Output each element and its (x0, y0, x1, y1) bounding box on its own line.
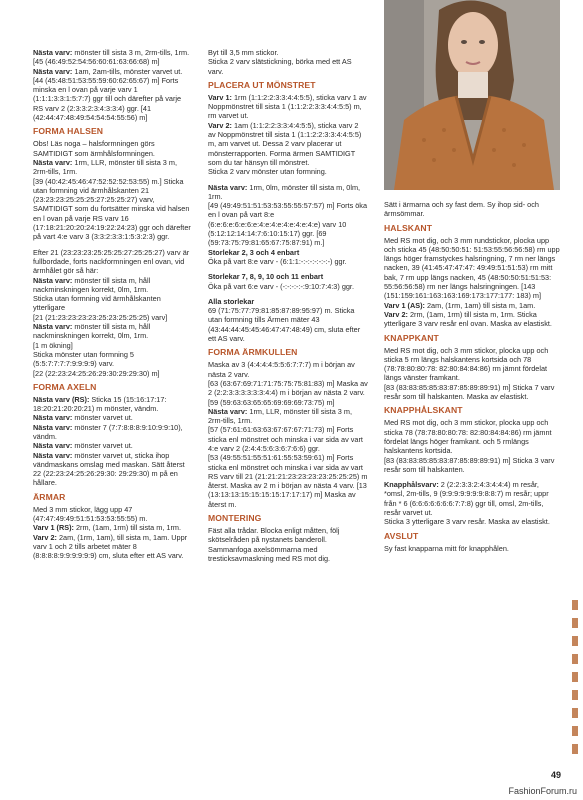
subheading: Storlekar 2, 3 och 4 enbart (208, 247, 300, 257)
instruction-text: Sticka 15 (15:16:17:17: 18:20:21:20:20:21) m mönster, vändm. (33, 394, 167, 414)
instruction-paragraph (384, 418, 560, 455)
instruction-text: Maska av 3 (4:4:4:4:5:5:6:7:7:7) m i början av nästa 2 varv. (208, 360, 355, 379)
subheading: Storlekar 7, 8, 9, 10 och 11 enbart (208, 272, 324, 282)
instruction-label: Nästa varv: (33, 441, 73, 451)
instruction-text: 69 (71:75:77:79:81:85:87:89:95:97) m. Sticka utan formning tills Ärmen mäter 43 (43:44:44:45:45:46:47:47:48:49) cm, sluta efter ett AS varv. (208, 306, 361, 344)
model-photo-image (384, 0, 560, 190)
instruction-text: 1am (1:1:2:2:3:3:4:4:5:5), sticka varv 2 av Noppmönstret till sista 1 (1:1:2:2:3:3:4:4:5:5) m, am varvet ut. Dessa 2 varv placerar ut mönsterrapporten. Forma ärmen SAMTIDIGT som du tar hänsyn till mönstret. (208, 120, 362, 167)
instruction-label: Nästa varv: (33, 450, 73, 460)
instruction-text: 1rm (1:1:2:2:3:3:4:4:5:5), sticka varv 1 av Noppmönstret till sista 1 (1:1:2:2:3:3:4:4:5:5) m, rm varvet ut. (208, 92, 367, 121)
instruction-label: Nästa varv: (208, 182, 248, 192)
instruction-paragraph (384, 544, 560, 553)
instruction-text: 1am, 2am-tills, mönster varvet ut. (72, 66, 183, 76)
instruction-text: 2rm, (1am, 1rm) till sista m, 1rm. (73, 523, 181, 533)
instruction-text: [63 (63:67:69:71:71:75:75:75:81:83) m] Maska av 2 (2:2:3:3:3:3:3:3:4:4) m i början av nästa 2 varv. (208, 378, 368, 398)
instruction-paragraph (33, 423, 193, 442)
instruction-label: Knapphålsvarv: (384, 480, 439, 490)
section-heading: FORMA ÄRMKULLEN (208, 347, 298, 358)
instruction-text: mönster varvet ut. (72, 441, 133, 451)
instruction-text: 1rm, 0lm, mönster till sista m, 0lm, 1rm. (208, 182, 361, 201)
instruction-paragraph (384, 456, 560, 475)
instruction-text: mönster varvet ut. (72, 413, 133, 423)
instruction-text: mönster till sista 3 m, 2rm-tills, 1rm. (72, 48, 190, 57)
instruction-label: Nästa varv: (208, 406, 248, 416)
instruction-paragraph (33, 177, 193, 242)
instruction-text: Sticka 2 varv slätstickning, börka med ett AS varv. (208, 57, 352, 76)
instruction-paragraph (33, 523, 193, 532)
instruction-text: Sticka utan formning vid ärmhålskanten ytterligare (33, 294, 161, 313)
model-photo (384, 0, 560, 190)
instruction-text: mönster varvet ut, sticka ihop vändmaskans omslag med maskan. Sätt återst 22 (22:23:24:25:26:29:30: 29:29:30) m på en hållare. (33, 450, 185, 488)
instruction-paragraph (33, 341, 193, 350)
instruction-paragraph (33, 395, 193, 414)
instruction-paragraph (208, 282, 368, 291)
section-heading: FORMA AXELN (33, 381, 97, 392)
instruction-paragraph (33, 158, 193, 177)
subheading: Alla storlekar (208, 296, 255, 306)
instruction-paragraph (208, 360, 368, 379)
instruction-text: Sy fast knapparna mitt för knapphålen. (384, 543, 509, 553)
column-left (33, 48, 193, 561)
instruction-text: 2am, (1rm, 1am), till sista m, 1am. Uppr varv 1 och 2 tills arbetet mäter 8 (8:8:8:8:9:9:9:9:9:9) cm, sluta efter ett AS varv. (33, 532, 188, 561)
instruction-paragraph (33, 294, 193, 313)
instruction-text: Efter 21 (23:23:23:25:25:25:27:25:25:27) varv är fullbordade, forts nackformningen enl ovan, vid ärmhålet gör så här: (33, 247, 190, 276)
instruction-paragraph (33, 533, 193, 561)
instruction-paragraph (33, 505, 193, 524)
instruction-label: Nästa varv: (33, 322, 73, 332)
instruction-paragraph (33, 313, 193, 322)
instruction-text: [49 (49:49:51:51:53:53:55:55:57:57) m] Forts öka en l ovan på vart 8:e (6:e:6:e:6:e:6:e:4:e:4:e:4:e:4:e:4:e) varv 10 (5:12:12:14:14:7:6:10:15:17) ggr. [69 (59:73:75:79:81:65:67:75:87:91) m.] (208, 201, 368, 248)
instruction-text: Byt till 3,5 mm stickor. (208, 48, 279, 57)
instruction-paragraph (208, 453, 368, 509)
side-decoration (572, 600, 578, 760)
instruction-paragraph (208, 257, 368, 266)
instruction-paragraph (208, 379, 368, 398)
instruction-label: Nästa varv: (33, 422, 73, 432)
instruction-paragraph (33, 350, 193, 369)
instruction-paragraph (33, 413, 193, 422)
instruction-paragraph (33, 139, 193, 158)
instruction-paragraph (33, 248, 193, 276)
instruction-text: Sticka mönster utan formning 5 (5:5:7:7:7:7:9:9:9:9) varv. (33, 349, 134, 369)
instruction-paragraph (208, 183, 368, 202)
instruction-label: Varv 1 (AS): (384, 300, 425, 310)
instruction-text: Obs! Läs noga – halsformningen görs SAMTIDIGT som ärmhålsformningen. (33, 139, 155, 158)
column-middle (208, 48, 368, 563)
instruction-label: Nästa varv: (33, 275, 73, 285)
instruction-paragraph (33, 451, 193, 488)
instruction-label: Nästa varv: (33, 66, 73, 76)
instruction-label: Nästa varv: (33, 157, 73, 167)
instruction-paragraph (208, 201, 368, 247)
instruction-text: [22 (22:23:24:25:26:29:30:29:29:30) m] (33, 368, 160, 378)
section-heading: HALSKANT (384, 222, 433, 233)
instruction-label: Varv 2: (208, 120, 232, 130)
instruction-label: Varv 1: (208, 92, 232, 102)
section-heading: KNAPPKANT (384, 332, 439, 343)
instruction-text: Öka på vart 6:e varv - (-:-:-:-:-:9:10:7:4:3) ggr. (208, 281, 354, 291)
instruction-text: Sticka 3 ytterligare 3 varv resår. Maska av elastiskt. (384, 517, 550, 527)
instruction-text: mönster 7 (7:7:8:8:8:9:10:9:9:10), vändm. (33, 422, 183, 441)
instruction-paragraph (208, 398, 368, 407)
instruction-paragraph (33, 276, 193, 295)
instruction-text: [83 (83:83:85:85:83:87:85:89:89:91) m] Sticka 7 varv resår som till halskanten. Maska av elastiskt. (384, 382, 555, 402)
instruction-text: [45 (46:49:52:54:56:60:61:63:66:68) m] (33, 57, 160, 67)
instruction-text: Öka på vart 8:e varv - (6:1:1:-:-:-:-:-:-:-) ggr. (208, 256, 347, 266)
instruction-paragraph (384, 236, 560, 301)
section-heading: PLACERA UT MÖNSTRET (208, 79, 316, 90)
section-heading: ÄRMAR (33, 491, 66, 502)
instruction-text: 1rm, LLR, mönster till sista 3 m, 2rm-tills, 1rm. (33, 157, 177, 177)
instruction-text: [1 m ökning] (33, 340, 73, 350)
instruction-text: [59 (59:63:63:65:65:69:69:69:73:75) m] (208, 397, 335, 407)
instruction-paragraph (384, 480, 560, 517)
instruction-text: Fäst alla trådar. Blocka enligt måtten, följ skötselråden på nystanets banderoll. Sammanfoga axelsömmarna med tresticksavmaskning med RS mot dig. (208, 526, 340, 563)
instruction-label: Varv 2: (384, 309, 408, 319)
instruction-paragraph (208, 306, 368, 343)
instruction-text: [39 (40:42:45:46:47:52:52:52:53:55) m.] Sticka utan formning vid ärmhålskanten 21 (23:23:23:25:25:25:27:25:25:27) varv, SAMTIDIGT som du fortsätter minska vid halsen en l ovan på varje RS varv 16 (17:18:21:20:20:24:19:22:24:23) ggr och därefter på vart 4:e varv 3 (3:3:2:3:3:1:5:3:2:3) ggr. (33, 176, 191, 242)
instruction-paragraph (33, 67, 193, 76)
instruction-text: [83 (83:83:85:85:83:87:85:89:89:91) m] Sticka 3 varv resår som till halskanten. (384, 455, 555, 474)
instruction-paragraph (208, 48, 368, 57)
instruction-text: Med RS mot dig, och 3 mm stickor, plocka upp och sticka 5 rm längs halskantens kortsida och 78 (78:78:80:80:78: 82:80:84:84:86) rm jämnt fördelat längs vänster framkant. (384, 345, 549, 383)
instruction-paragraph (208, 425, 368, 453)
instruction-label: Nästa varv: (33, 413, 73, 423)
instruction-paragraph (208, 167, 368, 176)
instruction-label: Nästa varv (RS): (33, 394, 90, 404)
instruction-paragraph (384, 383, 560, 402)
instruction-paragraph (33, 48, 193, 57)
instruction-label: Nästa varv: (33, 48, 73, 57)
instruction-text: [21 (21:23:23:23:23:25:23:25:25:25) varv] (33, 312, 168, 322)
instruction-paragraph (208, 407, 368, 426)
instruction-paragraph (208, 526, 368, 563)
instruction-paragraph (33, 76, 193, 122)
instruction-text: 2rm, (1am, 1rm) till sista m, 1rm. Sticka ytterligare 3 varv resår enl ovan. Maska av elastiskt. (384, 309, 552, 329)
instruction-paragraph (208, 121, 368, 167)
instruction-text: mönster till sista m, håll nackminskningen korrekt, 0lm, 1rm. (33, 275, 151, 294)
instruction-paragraph (33, 57, 193, 66)
section-heading: FORMA HALSEN (33, 126, 104, 137)
instruction-text: 2 (2:2:3:3:2:4:3:4:4:4) m resår, *omsl, 2m-tills, 9 (9:9:9:9:9:9:9:8:8:7) m resår; uppr från * 6 (6:6:6:6:6:6:6:7:7:8) ggr till, omsl, 2m-tills, resår varvet ut. (384, 480, 549, 518)
instruction-label: Varv 1 (RS): (33, 523, 74, 533)
instruction-text: 2am, (1rm, 1am) till sista m, 1am. (424, 300, 536, 310)
section-heading: KNAPPHÅLSKANT (384, 405, 463, 416)
instruction-paragraph (33, 322, 193, 341)
instruction-text: [57 (57:61:61:63:63:67:67:67:71:73) m] Forts sticka enl mönstret och minska i var sida av vart 4:e varv 2 (2:4:4:5:6:3:6:7:6:6) ggr. (208, 425, 363, 453)
instruction-text: mönster till sista m, håll nackminskningen korrekt, 0lm, 1rm. (33, 322, 151, 341)
instruction-text: Med 3 mm stickor, lägg upp 47 (47:47:49:49:51:51:53:53:55:55) m. (33, 504, 148, 524)
instruction-paragraph (384, 301, 560, 310)
section-heading: MONTERING (208, 513, 262, 524)
instruction-paragraph (384, 310, 560, 329)
instruction-text: Sätt i ärmarna och sy fast dem. Sy ihop sid- och ärmsömmar. (384, 200, 539, 219)
watermark: FashionForum.ru (508, 786, 577, 796)
section-heading: AVSLUT (384, 530, 419, 541)
instruction-paragraph (208, 57, 368, 76)
page-number: 49 (550, 770, 561, 780)
instruction-text: [53 (49:55:51:55:51:61:55:53:59:61) m] Forts sticka enl mönstret och minska i var sida av vart RS varv till 21 (21:21:21:23:23:23:23:25:25:25) m återst. Maska av 2 m i början av nästa 4 varv. [13 (13:13:13:15:15:15:15:17:17:17) m] Maska av återst m. (208, 453, 368, 509)
instruction-paragraph (33, 369, 193, 378)
instruction-paragraph (33, 441, 193, 450)
instruction-label: Varv 2: (33, 532, 57, 542)
instruction-text: 1rm, LLR, mönster till sista 3 m, 2rm-tills, 1rm. (208, 406, 352, 426)
instruction-text: [44 (45:48:51:53:55:59:60:62:65:67) m] Forts minska en l ovan på varje varv 1 (1:1:1:3:3:1:5:7:7) ggr till och därefter på varje RS varv 2 (2:3:3:2:3:4:3:3:4) ggr. [41 (42:44:47:48:49:54:54:54:55:56) m] (33, 75, 182, 123)
instruction-text: Med RS mot dig, och 3 mm stickor, plocka upp och sticka 78 (78:78:80:80:78: 82:80:84:84:86) rm jämnt fördelat längs höger framkant. och 5 rmlängs halskantens kortsida. (384, 418, 552, 456)
instruction-text: Sticka 2 varv mönster utan formning. (208, 167, 327, 177)
instruction-paragraph (384, 346, 560, 383)
instruction-paragraph (384, 200, 560, 219)
instruction-paragraph (208, 93, 368, 121)
instruction-text: Med RS mot dig, och 3 mm rundstickor, plocka upp och sticka 45 (48:50:50:51: 51:53:55:56:56:58) rm upp längs höger framstyckes halsringning, 7 rm ner längs nacken, 39 (41:45:47:47:47: 49:49:51:51:53) rm mitt bak, 7 rm upp längs nacken, 45 (48:50:50:51:51:53: 55:56:56:58) rm ner längs halsringningen. [143 (151:159:161:163:163:169:173:177:177: 183) m] (384, 235, 560, 301)
instruction-paragraph (384, 517, 560, 526)
column-right (384, 200, 560, 553)
